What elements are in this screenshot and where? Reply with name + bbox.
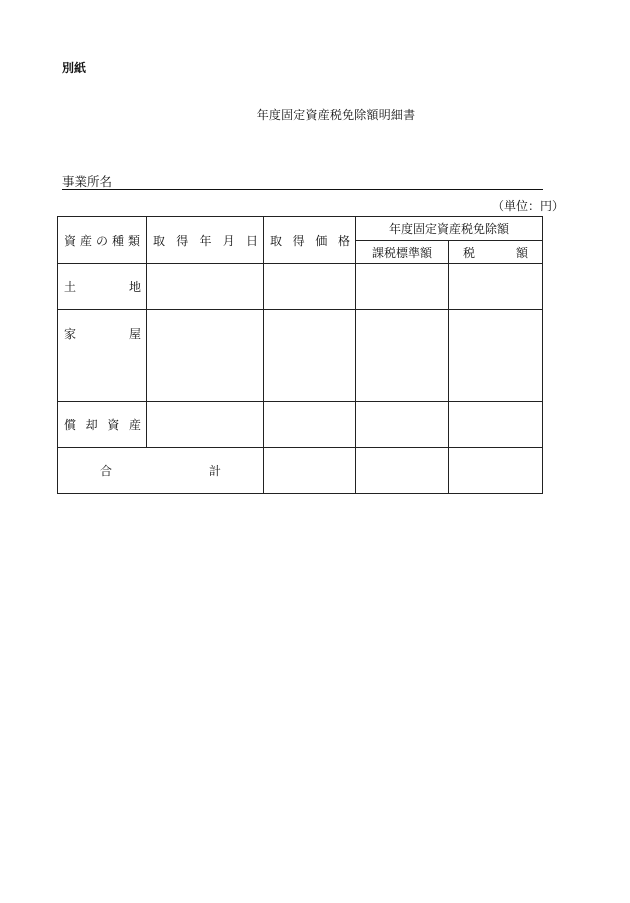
cell-total-tax-amount[interactable]	[449, 448, 543, 494]
cell-total-tax-base[interactable]	[356, 448, 449, 494]
table-row	[58, 264, 543, 310]
label-char: 格	[337, 233, 350, 248]
row-label-depreciable	[58, 402, 147, 448]
label-char: 得	[292, 233, 305, 248]
label-char: 日	[245, 233, 258, 248]
header-asset-type	[58, 217, 147, 264]
label-char: 取	[270, 233, 283, 248]
cell-total-price[interactable]	[264, 448, 356, 494]
header-asset-type-text	[58, 232, 146, 249]
row-label-house-text	[58, 310, 146, 342]
header-acquisition-price-text	[264, 232, 355, 249]
cell-land-price[interactable]	[264, 264, 356, 310]
header-acquisition-date	[147, 217, 264, 264]
total-label-text	[58, 462, 263, 479]
row-label-land-text	[58, 278, 146, 295]
label-char: 年	[199, 233, 212, 248]
cell-house-tax-amount[interactable]	[449, 310, 543, 402]
office-name-field	[62, 174, 543, 190]
unit-note: （単位：円）	[491, 199, 564, 213]
header-tax-amount-text	[449, 244, 542, 261]
header-exemption-group: 年度固定資産税免除額	[356, 217, 543, 241]
table-row	[58, 310, 543, 402]
label-char: の	[95, 233, 108, 248]
cell-land-date[interactable]	[147, 264, 264, 310]
cell-house-date[interactable]	[147, 310, 264, 402]
label-char: 額	[516, 245, 529, 260]
label-char: 税	[463, 245, 476, 260]
table-row	[58, 402, 543, 448]
header-tax-amount	[449, 241, 543, 264]
label-char: 却	[85, 418, 98, 432]
office-name-label: 事業所名	[62, 174, 113, 189]
label-char: 資	[107, 418, 120, 432]
label-char: 価	[315, 233, 328, 248]
label-char: 月	[222, 233, 235, 248]
label-char: 土	[64, 280, 77, 294]
label-char: 得	[176, 233, 189, 248]
label-char: 資	[64, 233, 77, 248]
label-char: 産	[79, 233, 92, 248]
total-row	[58, 448, 543, 494]
cell-depreciable-tax-amount[interactable]	[449, 402, 543, 448]
cell-land-tax-amount[interactable]	[449, 264, 543, 310]
row-label-land	[58, 264, 147, 310]
cell-depreciable-price[interactable]	[264, 402, 356, 448]
label-char: 計	[208, 464, 221, 478]
label-char: 償	[64, 418, 77, 432]
total-label	[58, 448, 264, 494]
label-char: 種	[111, 233, 124, 248]
label-char: 類	[127, 233, 140, 248]
row-label-house	[58, 310, 147, 402]
label-char: 産	[128, 418, 141, 432]
label-char: 取	[153, 233, 166, 248]
appendix-label: 別紙	[62, 61, 87, 75]
exemption-detail-table	[57, 216, 543, 494]
header-acquisition-price	[264, 217, 356, 264]
document-title: 年度固定資産税免除額明細書	[256, 108, 416, 122]
label-char: 地	[128, 280, 141, 294]
cell-land-tax-base[interactable]	[356, 264, 449, 310]
label-char: 屋	[128, 327, 141, 341]
label-char: 家	[64, 327, 77, 341]
cell-house-tax-base[interactable]	[356, 310, 449, 402]
header-acquisition-date-text	[147, 232, 263, 249]
cell-depreciable-tax-base[interactable]	[356, 402, 449, 448]
cell-house-price[interactable]	[264, 310, 356, 402]
header-tax-base: 課税標準額	[356, 241, 449, 264]
row-label-depreciable-text	[58, 416, 146, 433]
label-char: 合	[100, 464, 113, 478]
cell-depreciable-date[interactable]	[147, 402, 264, 448]
